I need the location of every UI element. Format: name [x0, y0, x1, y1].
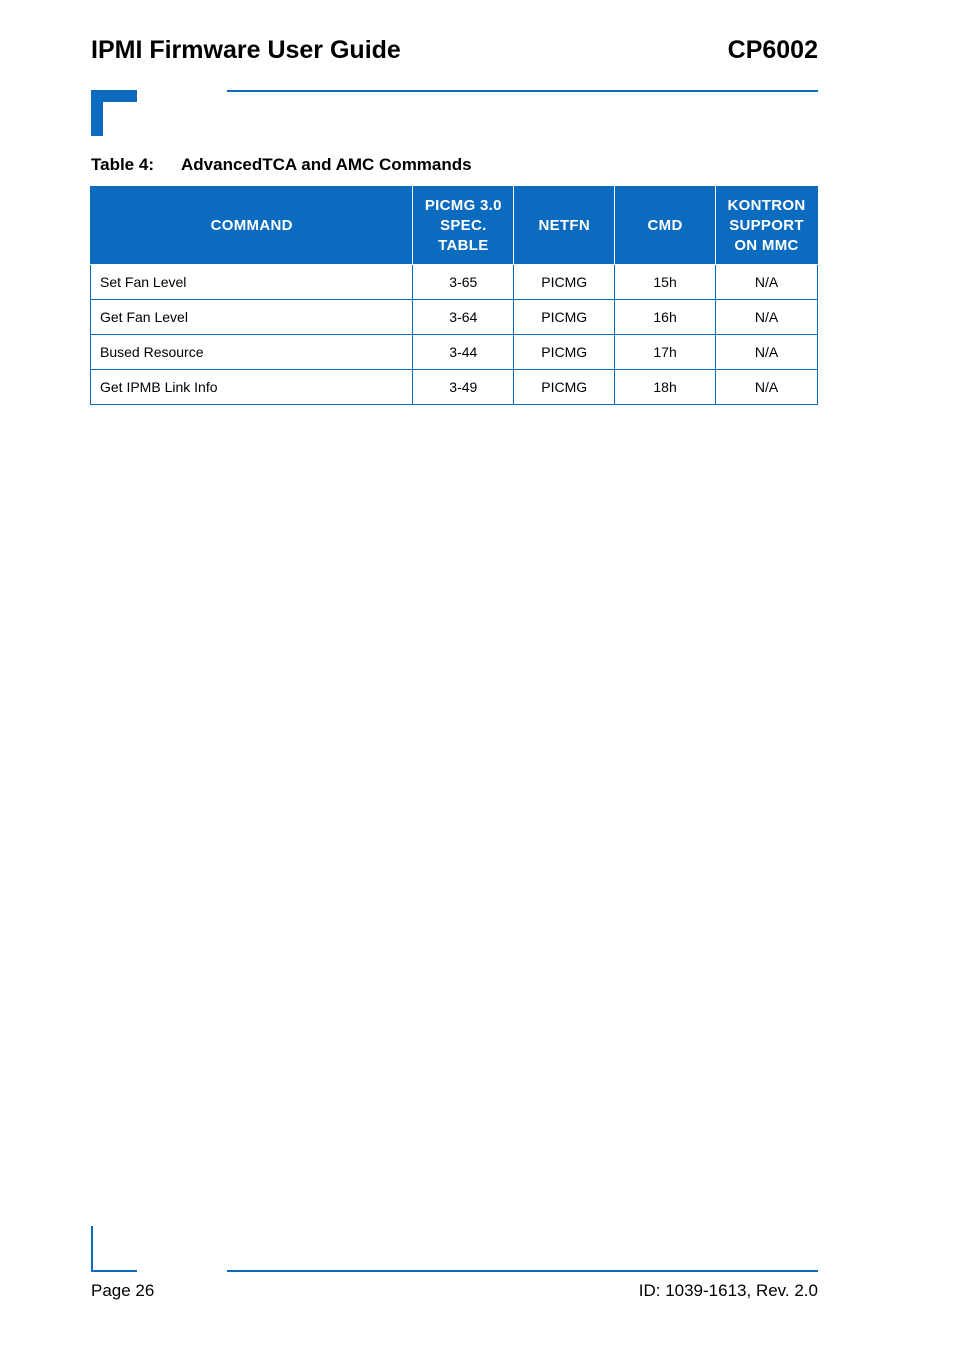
header-command: COMMAND — [91, 187, 413, 265]
cell-spec-table: 3-44 — [413, 335, 514, 370]
cell-support: N/A — [716, 300, 818, 335]
table-row — [91, 300, 818, 335]
document-id: ID: 1039-1613, Rev. 2.0 — [638, 1281, 818, 1300]
cell-cmd: 16h — [615, 300, 716, 335]
cell-cmd: 17h — [615, 335, 716, 370]
header-netfn: NETFN — [514, 187, 615, 265]
product-name: CP6002 — [727, 36, 818, 64]
cell-command: Get Fan Level — [91, 300, 413, 335]
cell-spec-table: 3-64 — [413, 300, 514, 335]
cell-cmd: 18h — [615, 370, 716, 405]
cell-command: Bused Resource — [91, 335, 413, 370]
cell-netfn: PICMG — [514, 300, 615, 335]
table-caption — [91, 155, 472, 175]
table-row — [91, 335, 818, 370]
footer-rule — [227, 1270, 818, 1272]
cell-support: N/A — [716, 370, 818, 405]
cell-command: Get IPMB Link Info — [91, 370, 413, 405]
document-title: IPMI Firmware User Guide — [91, 36, 401, 64]
cell-spec-table: 3-65 — [413, 265, 514, 300]
cell-support: N/A — [716, 265, 818, 300]
page-number: Page 26 — [91, 1281, 155, 1300]
cell-netfn: PICMG — [514, 265, 615, 300]
cell-spec-table: 3-49 — [413, 370, 514, 405]
corner-mark-bottom — [91, 1226, 137, 1272]
table-number: Table 4: — [91, 155, 154, 174]
table-row — [91, 265, 818, 300]
commands-table — [90, 186, 818, 405]
header-rule — [227, 90, 818, 92]
header-picmg-spec-table: PICMG 3.0 SPEC. TABLE — [413, 187, 514, 265]
cell-cmd: 15h — [615, 265, 716, 300]
header-cmd: CMD — [615, 187, 716, 265]
header-kontron-support: KONTRON SUPPORT ON MMC — [716, 187, 818, 265]
table-title: AdvancedTCA and AMC Commands — [181, 155, 472, 174]
cell-command: Set Fan Level — [91, 265, 413, 300]
table-header-row — [91, 187, 818, 265]
cell-support: N/A — [716, 335, 818, 370]
cell-netfn: PICMG — [514, 370, 615, 405]
corner-mark-top — [91, 90, 137, 136]
cell-netfn: PICMG — [514, 335, 615, 370]
table-row — [91, 370, 818, 405]
